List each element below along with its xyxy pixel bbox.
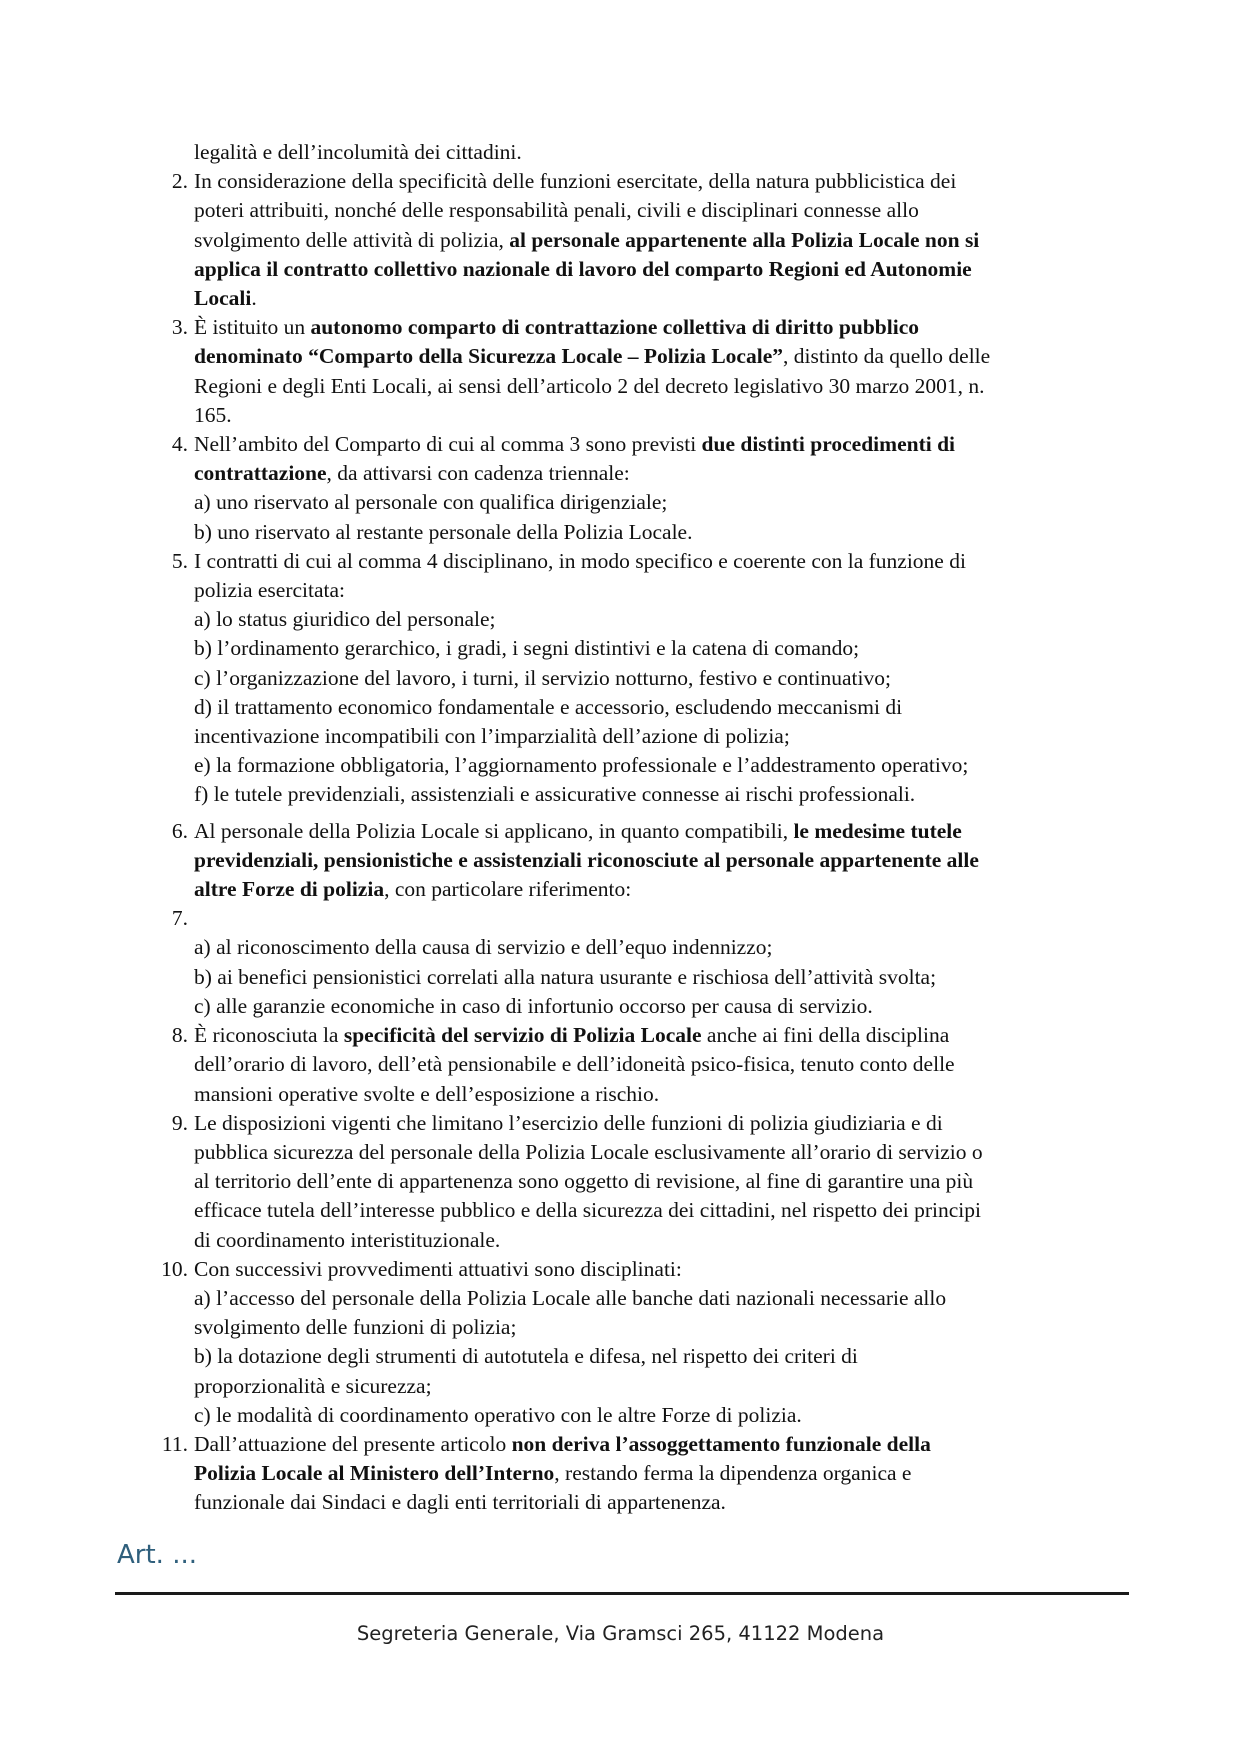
text-segment: efficace tutela dell’interesse pubblico e della sicurezza dei cittadini, nel rispetto dei principi — [194, 1198, 982, 1223]
text-segment: al territorio dell’ente di appartenenza sono oggetto di revisione, al fine di garantire una più — [194, 1169, 974, 1194]
text-line — [194, 904, 1122, 933]
text-segment: , da attivarsi con cadenza triennale: — [326, 461, 630, 486]
text-segment: dell’orario di lavoro, dell’età pensionabile e dell’idoneità psico-fisica, tenuto conto delle — [194, 1052, 955, 1077]
text-line — [194, 634, 1122, 663]
text-segment: f) le tutele previdenziali, assistenziali e assicurative connesse ai rischi professionali. — [194, 782, 916, 807]
text-line — [194, 693, 1122, 722]
text-line — [194, 722, 1122, 751]
text-segment: b) uno riservato al restante personale della Polizia Locale. — [194, 519, 693, 544]
list-item — [152, 430, 1122, 547]
text-segment: pubblica sicurezza del personale della Polizia Locale esclusivamente all’orario di servizio o — [194, 1139, 983, 1164]
text-line: legalità e dell’incolumità dei cittadini. — [194, 140, 522, 164]
bold-text: Polizia Locale al Ministero dell’Interno — [194, 1461, 555, 1486]
text-line — [194, 1430, 1122, 1459]
text-line — [194, 846, 1122, 875]
text-segment: incentivazione incompatibili con l’imparzialità dell’azione di polizia; — [194, 724, 790, 749]
text-segment: , distinto da quello delle — [782, 344, 991, 369]
text-line — [194, 167, 1122, 196]
bold-text: le medesime tutele — [793, 818, 962, 843]
text-segment: . — [251, 286, 257, 311]
text-segment: In considerazione della specificità delle funzioni esercitate, della natura pubblicistica dei — [194, 169, 957, 194]
text-segment: Al personale della Polizia Locale si applicano, in quanto compatibili, — [194, 818, 794, 843]
text-line — [194, 992, 1122, 1021]
list-item-number: 10. — [161, 1256, 188, 1281]
text-line — [194, 518, 1122, 547]
list-item-number: 6. — [171, 818, 188, 843]
text-segment: Nell’ambito del Comparto di cui al comma 3 sono previsti — [194, 432, 702, 457]
list-item — [152, 1109, 1122, 1255]
bold-text: non deriva l’assoggettamento funzionale della — [511, 1431, 931, 1456]
bold-text: altre Forze di polizia — [194, 877, 385, 902]
bold-text: al personale appartenente alla Polizia Locale non si — [509, 227, 980, 252]
text-line — [194, 430, 1122, 459]
text-line — [194, 226, 1122, 255]
list-item — [152, 1255, 1122, 1430]
text-line — [194, 817, 1122, 846]
list-item — [152, 313, 1122, 430]
text-segment: svolgimento delle attività di polizia, — [194, 227, 510, 252]
text-segment: Le disposizioni vigenti che limitano l’esercizio delle funzioni di polizia giudiziaria e di — [194, 1110, 943, 1135]
list-item-number: 2. — [171, 169, 188, 194]
bold-text: previdenziali, pensionistiche e assistenziali riconosciute al personale appartenente alle — [194, 847, 979, 872]
text-segment: c) l’organizzazione del lavoro, i turni, il servizio notturno, festivo e continuativo; — [194, 665, 891, 690]
list-item — [152, 817, 1122, 905]
text-line — [194, 1226, 1122, 1255]
text-segment: Regioni e degli Enti Locali, ai sensi dell’articolo 2 del decreto legislativo 30 marzo 2001, n. — [194, 373, 985, 398]
text-line — [194, 313, 1122, 342]
text-segment: b) l’ordinamento gerarchico, i gradi, i segni distintivi e la catena di comando; — [194, 636, 860, 661]
paragraph-gap — [152, 810, 1122, 817]
text-segment: 165. — [194, 402, 232, 427]
text-segment: poteri attribuiti, nonché delle responsabilità penali, civili e disciplinari connesse allo — [194, 198, 919, 223]
list-item-number: 9. — [171, 1110, 188, 1135]
text-line — [194, 255, 1122, 284]
list-item — [152, 167, 1122, 313]
continuation-paragraph — [152, 138, 1122, 167]
text-line — [194, 342, 1122, 371]
text-segment: a) uno riservato al personale con qualifica dirigenziale; — [194, 490, 668, 515]
text-line — [194, 1050, 1122, 1079]
text-line — [194, 1021, 1122, 1050]
text-line — [194, 1488, 1122, 1517]
text-segment: a) lo status giuridico del personale; — [194, 607, 496, 632]
text-line — [194, 372, 1122, 401]
text-line — [194, 401, 1122, 430]
text-line — [194, 1138, 1122, 1167]
text-segment: polizia esercitata: — [194, 578, 346, 603]
footer-address: Segreteria Generale, Via Gramsci 265, 41122 Modena — [356, 1622, 885, 1645]
text-segment: b) ai benefici pensionistici correlati alla natura usurante e rischiosa dell’attività svolta; — [194, 964, 937, 989]
footer-divider — [115, 1592, 1129, 1595]
text-line — [194, 576, 1122, 605]
list-item — [152, 1021, 1122, 1109]
text-segment: , restando ferma la dipendenza organica e — [554, 1461, 912, 1486]
text-line — [194, 1401, 1122, 1430]
list-item — [152, 547, 1122, 810]
text-line — [194, 1284, 1122, 1313]
text-line — [194, 1196, 1122, 1225]
text-line — [194, 780, 1122, 809]
list-item-number: 4. — [171, 432, 188, 457]
list-item-number: 8. — [171, 1023, 188, 1048]
article-body — [152, 138, 1122, 1518]
text-segment: a) al riconoscimento della causa di servizio e dell’equo indennizzo; — [194, 935, 773, 960]
list-item-number: 5. — [171, 548, 188, 573]
text-segment: a) l’accesso del personale della Polizia Locale alle banche dati nazionali necessarie allo — [194, 1285, 947, 1310]
bold-text: denominato “Comparto della Sicurezza Locale – Polizia Locale” — [194, 344, 783, 369]
bold-text: Locali — [194, 286, 252, 311]
text-line — [194, 963, 1122, 992]
text-segment: I contratti di cui al comma 4 disciplinano, in modo specifico e coerente con la funzione di — [194, 548, 966, 573]
text-segment: di coordinamento interistituzionale. — [194, 1227, 501, 1252]
text-line — [194, 933, 1122, 962]
text-segment: anche ai fini della disciplina — [701, 1023, 950, 1048]
text-segment: svolgimento delle funzioni di polizia; — [194, 1315, 517, 1340]
text-segment: b) la dotazione degli strumenti di autotutela e difesa, nel rispetto dei criteri di — [194, 1344, 858, 1369]
text-line — [194, 875, 1122, 904]
text-line — [194, 664, 1122, 693]
list-item-number: 7. — [171, 906, 188, 931]
bold-text: applica il contratto collettivo nazionale di lavoro del comparto Regioni ed Autonomie — [194, 256, 972, 281]
bold-text: autonomo comparto di contrattazione collettiva di diritto pubblico — [310, 315, 919, 340]
text-line — [194, 459, 1122, 488]
text-line — [194, 488, 1122, 517]
bold-text: specificità del servizio di Polizia Locale — [343, 1023, 702, 1048]
list-item-number: 3. — [171, 315, 188, 340]
text-segment: e) la formazione obbligatoria, l’aggiornamento professionale e l’addestramento operativo; — [194, 753, 969, 778]
text-line — [194, 1109, 1122, 1138]
next-article-heading: Art. ... — [117, 1540, 197, 1570]
text-line — [194, 1080, 1122, 1109]
text-segment: proporzionalità e sicurezza; — [194, 1373, 432, 1398]
list-item-number: 11. — [161, 1431, 188, 1456]
text-line — [194, 1342, 1122, 1371]
text-segment: , con particolare riferimento: — [384, 877, 632, 902]
text-segment: Con successivi provvedimenti attuativi sono disciplinati: — [194, 1256, 682, 1281]
text-line — [194, 1372, 1122, 1401]
list-item — [152, 1430, 1122, 1518]
text-line — [194, 1459, 1122, 1488]
text-line — [194, 605, 1122, 634]
text-line — [194, 196, 1122, 225]
list-item — [152, 904, 1122, 1021]
text-line — [194, 1167, 1122, 1196]
text-segment: funzionale dai Sindaci e dagli enti territoriali di appartenenza. — [194, 1490, 726, 1515]
numbered-list — [152, 167, 1122, 1517]
text-segment: c) alle garanzie economiche in caso di infortunio occorso per causa di servizio. — [194, 993, 873, 1018]
text-segment: d) il trattamento economico fondamentale e accessorio, escludendo meccanismi di — [194, 694, 903, 719]
bold-text: due distinti procedimenti di — [701, 432, 956, 457]
text-segment: c) le modalità di coordinamento operativo con le altre Forze di polizia. — [194, 1402, 802, 1427]
text-line — [194, 1313, 1122, 1342]
bold-text: contrattazione — [194, 461, 327, 486]
text-segment: È riconosciuta la — [194, 1023, 344, 1048]
text-segment: È istituito un — [194, 315, 311, 340]
text-line — [194, 751, 1122, 780]
text-line — [194, 284, 1122, 313]
text-line — [194, 1255, 1122, 1284]
text-segment: mansioni operative svolte e dell’esposizione a rischio. — [194, 1081, 660, 1106]
text-segment: Dall’attuazione del presente articolo — [194, 1431, 512, 1456]
text-line — [194, 547, 1122, 576]
